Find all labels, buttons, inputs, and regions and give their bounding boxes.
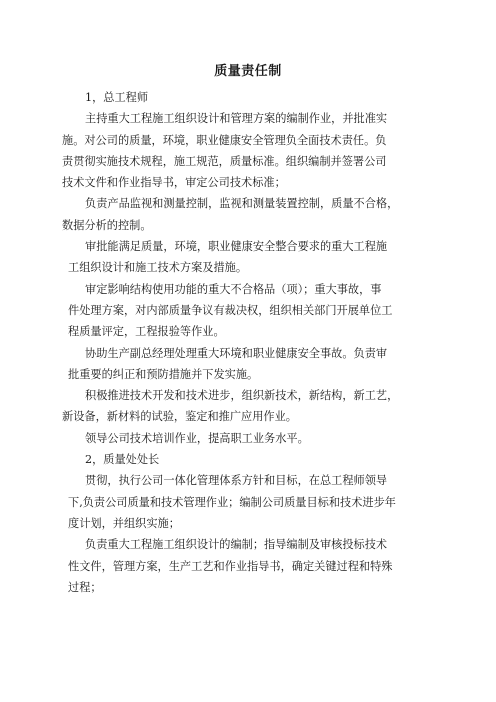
paragraph-line: 施。对公司的质量，环境，职业健康安全管理负全面技术责任。负: [62, 133, 387, 147]
paragraph-line: 领导公司技术培训作业，提高职工业务水平。: [85, 431, 309, 445]
paragraph-line: 审批能满足质量，环境，职业健康安全整合要求的重大工程施: [85, 240, 388, 254]
paragraph-line: 积极推进技术开发和技术进步，组织新技术，新结构，新工艺，: [85, 389, 399, 403]
section-heading: 1，总工程师: [85, 91, 149, 104]
document-title: 质量责任制: [214, 64, 282, 79]
paragraph-line: 度计划，并组织实施；: [68, 516, 180, 530]
paragraph-line: 程质量评定，工程报验等作业。: [68, 325, 225, 339]
paragraph-line: 新设备，新材料的试验，鉴定和推广应用作业。: [62, 410, 297, 424]
paragraph-line: 过程；: [68, 580, 102, 594]
paragraph-line: 下,负责公司质量和技术管理作业；编制公司质量目标和技术进步年: [68, 495, 396, 509]
paragraph-line: 件处理方案，对内部质量争议有裁决权，组织相关部门开展单位工: [68, 303, 393, 317]
paragraph-line: 责贯彻实施技术规程，施工规范，质量标准。组织编制并签署公司: [62, 154, 387, 168]
paragraph-line: 负责产品监视和测量控制，监视和测量装置控制，质量不合格，: [85, 197, 399, 211]
paragraph-line: 审定影响结构使用功能的重大不合格品（项）；重大事故，事: [85, 282, 382, 296]
paragraph-line: 主持重大工程施工组织设计和管理方案的编制作业，并批准实: [85, 112, 388, 126]
paragraph-line: 批重要的纠正和预防措施并下发实施。: [68, 367, 259, 381]
document-body: [62, 87, 438, 598]
paragraph-line: 负责重大工程施工组织设计的编制；指导编制及审核投标技术: [85, 538, 388, 552]
paragraph-line: 工组织设计和施工技术方案及措施。: [68, 261, 248, 275]
paragraph-line: 技术文件和作业指导书，审定公司技术标准；: [62, 176, 286, 190]
section-heading: 2，质量处处长: [85, 453, 160, 467]
paragraph-line: 性文件，管理方案，生产工艺和作业指导书，确定关键过程和特殊: [68, 559, 393, 573]
paragraph-line: 贯彻，执行公司一体化管理体系方针和目标，在总工程师领导: [85, 474, 388, 488]
paragraph-line: 协助生产副总经理处理重大环境和职业健康安全事故。负责审: [85, 346, 388, 360]
paragraph-line: 数据分析的控制。: [62, 218, 152, 232]
